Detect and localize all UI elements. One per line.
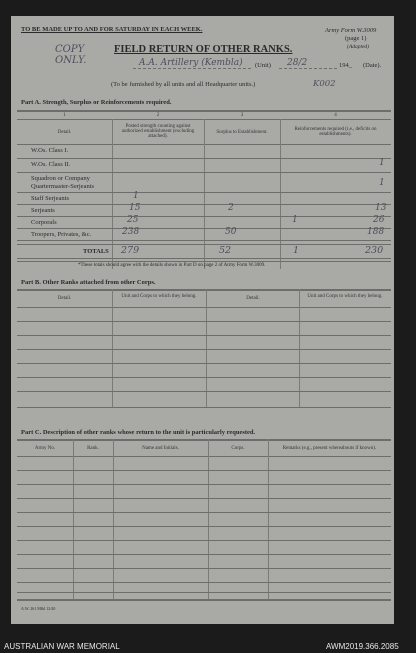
part-c-corps: Corps. <box>231 446 245 451</box>
corporals-posted: 25 <box>127 215 139 225</box>
army-form-number: Army Form W.3009 <box>325 27 377 34</box>
totals-label: TOTALS <box>83 248 109 255</box>
corporals-surplus: 1 <box>292 215 298 225</box>
serjeants-reinforcements: 13 <box>375 203 387 213</box>
part-b-unit-corps-2: Unit and Corps to which they belong. <box>307 294 383 299</box>
part-b-heading: Part B. Other Ranks attached from other Corps. <box>21 279 156 286</box>
col-header-surplus: Surplus to Establishment. <box>216 130 268 135</box>
col-number-1: 1 <box>63 113 66 118</box>
col-header-reinforcements: Reinforcements required (i.e., deficits on establishments). <box>294 127 377 137</box>
row-label-wo2: W.Os. Class II. <box>31 161 71 168</box>
print-code: A.W. 261 M&I 12/40 <box>21 606 56 611</box>
col-header-posted: Posted strength counting against authorized establishment (excluding attached). <box>121 124 195 139</box>
part-c-rank: Rank. <box>87 446 99 451</box>
troopers-posted: 238 <box>122 227 140 237</box>
archive-footer <box>0 640 416 653</box>
troopers-reinforcements: 188 <box>367 227 385 237</box>
wo2-reinforcements: 1 <box>379 158 385 168</box>
col-number-3: 3 <box>240 113 244 118</box>
part-c-army-no: Army No. <box>34 446 56 451</box>
unit-value: A.A. Artillery (Kembla) <box>139 58 243 68</box>
row-label-wo1: W.Os. Class I. <box>31 147 69 154</box>
top-note: TO BE MADE UP TO AND FOR SATURDAY IN EACH WEEK. <box>21 26 203 33</box>
totals-posted: 279 <box>121 245 140 256</box>
row-label-staff-serjeants: Staff Serjeants <box>31 195 69 202</box>
part-b-detail-1: Detail. <box>57 296 72 301</box>
unit-label: (Unit) <box>255 62 271 69</box>
page-number: (page 1) <box>345 35 367 42</box>
corporals-reinforcements: 26 <box>373 215 385 225</box>
date-label: (Date). <box>363 62 382 69</box>
adapted-note: (Adapted) <box>347 44 369 50</box>
part-c-name: Name and Initials. <box>142 446 179 451</box>
part-b-unit-corps-1: Unit and Corps to which they belong. <box>121 294 197 299</box>
row-label-cqms: Squadron or Company Quartermaster-Serjeants <box>31 175 95 190</box>
form-title: FIELD RETURN OF OTHER RANKS. <box>114 44 293 55</box>
serjeants-surplus: 2 <box>228 203 234 213</box>
row-label-troopers: Troopers, Privates, &c. <box>31 231 92 238</box>
col-header-detail: Detail. <box>57 130 72 135</box>
part-a-footnote: *These totals should agree with the details shown in Part D on page 2 of Army Form W.3009. <box>78 263 266 268</box>
date-value: 28/2 <box>287 58 308 68</box>
serjeants-posted: 15 <box>129 203 141 213</box>
year: 194_ <box>339 62 352 69</box>
row-label-corporals: Corporals <box>31 219 57 226</box>
troopers-surplus: 50 <box>225 227 237 237</box>
part-c-remarks: Remarks (e.g., present whereabouts if known). <box>282 446 377 451</box>
form-sheet <box>11 16 394 624</box>
totals-reinforcements: 230 <box>365 245 384 256</box>
part-b-detail-2: Detail. <box>246 296 260 301</box>
col-number-4: 4 <box>334 113 337 118</box>
archive-reference: AWM2019.366.2085 <box>326 642 399 651</box>
part-c-heading: Part C. Description of other ranks whose return to the unit is particularly requested. <box>21 429 256 436</box>
row-label-serjeants: Serjeants <box>31 207 55 214</box>
part-a-heading: Part A. Strength, Surplus or Reinforcements required. <box>21 99 172 106</box>
archive-name: AUSTRALIAN WAR MEMORIAL <box>4 642 120 651</box>
handwritten-reference: K002 <box>313 79 336 89</box>
totals-surplus: 52 <box>219 245 232 256</box>
col-number-2: 2 <box>156 113 160 118</box>
copy-only-stamp: COPY ONLY. <box>55 44 87 66</box>
totals-extra: 1 <box>293 245 300 256</box>
staff-serjeants-posted: 1 <box>133 191 139 201</box>
cqms-reinforcements: 1 <box>379 178 385 188</box>
instruction: (To be furnished by all units and all Headquarter units.) <box>111 81 256 88</box>
